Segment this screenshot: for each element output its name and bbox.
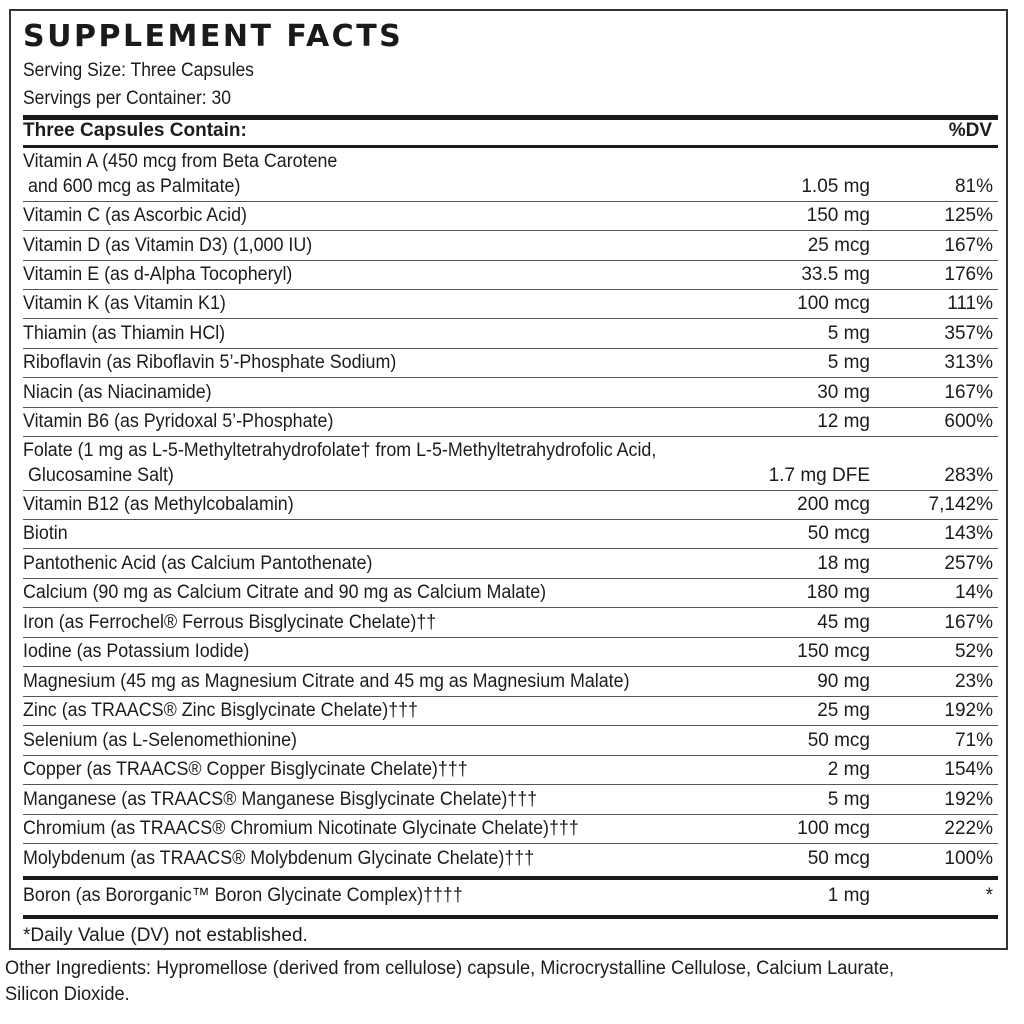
header-dv: %DV [948, 120, 992, 141]
nutrient-dv: 257% [944, 553, 993, 574]
nutrient-row [23, 843, 998, 873]
nutrient-dv: 23% [954, 671, 993, 692]
nutrient-name: Boron (as Bororganic™ Boron Glycinate Complex)†††† [23, 885, 463, 906]
nutrient-row [23, 880, 998, 910]
nutrient-dv: 100% [944, 848, 993, 869]
nutrient-row [23, 260, 998, 289]
nutrient-amount: 5 mg [827, 323, 870, 344]
header-label: Three Capsules Contain: [23, 120, 247, 141]
nutrient-amount: 100 mcg [797, 818, 870, 839]
nutrient-amount: 12 mg [817, 411, 870, 432]
nutrient-dv: 111% [947, 293, 993, 314]
nutrient-row [23, 490, 998, 519]
nutrient-name: Molybdenum (as TRAACS® Molybdenum Glycinate Chelate)††† [23, 848, 535, 869]
panel-title: SUPPLEMENT FACTS [23, 19, 404, 54]
nutrient-amount: 50 mcg [807, 523, 870, 544]
supplement-facts-panel [9, 9, 1008, 950]
nutrient-name-line1: Folate (1 mg as L-5-Methyltetrahydrofolate† from L-5-Methyltetrahydrofolic Acid, [23, 440, 657, 461]
nutrient-dv: 192% [944, 700, 993, 721]
nutrient-name: Thiamin (as Thiamin HCl) [23, 323, 226, 344]
nutrient-name-line1: Vitamin A (450 mcg from Beta Carotene [23, 151, 338, 172]
nutrient-dv: 167% [944, 382, 993, 403]
nutrient-amount: 5 mg [827, 789, 870, 810]
nutrient-row [23, 725, 998, 755]
nutrient-dv: 167% [944, 612, 993, 633]
nutrient-amount: 1 mg [827, 885, 870, 906]
nutrient-amount: 33.5 mg [801, 264, 870, 285]
nutrient-amount: 50 mcg [807, 848, 870, 869]
nutrient-name: Iron (as Ferrochel® Ferrous Bisglycinate Chelate)†† [23, 612, 437, 633]
nutrient-dv: 143% [944, 523, 993, 544]
nutrient-dv: 357% [944, 323, 993, 344]
nutrient-row [23, 318, 998, 348]
nutrient-name: Vitamin D (as Vitamin D3) (1,000 IU) [23, 235, 313, 256]
nutrient-name: Iodine (as Potassium Iodide) [23, 641, 250, 662]
nutrient-amount: 25 mg [817, 700, 870, 721]
nutrient-name: Pantothenic Acid (as Calcium Pantothenate) [23, 553, 373, 574]
nutrient-amount: 1.7 mg DFE [768, 465, 870, 486]
nutrient-row [23, 637, 998, 666]
nutrient-row [23, 666, 998, 696]
nutrient-row [23, 607, 998, 637]
nutrient-amount: 150 mcg [797, 641, 870, 662]
nutrient-amount: 150 mg [806, 205, 870, 226]
nutrient-name: Vitamin B12 (as Methylcobalamin) [23, 494, 294, 515]
serving-size: Serving Size: Three Capsules [23, 60, 254, 81]
servings-per-container: Servings per Container: 30 [23, 88, 231, 109]
nutrient-dv: 154% [944, 759, 993, 780]
nutrient-amount: 1.05 mg [801, 176, 870, 197]
nutrient-row [23, 814, 998, 843]
nutrient-dv: 52% [954, 641, 993, 662]
nutrient-dv: 167% [944, 235, 993, 256]
nutrient-name: Niacin (as Niacinamide) [23, 382, 212, 403]
nutrient-row [23, 696, 998, 725]
nutrient-name: Calcium (90 mg as Calcium Citrate and 90 mg as Calcium Malate) [23, 582, 547, 603]
nutrient-name: Chromium (as TRAACS® Chromium Nicotinate Glycinate Chelate)††† [23, 818, 579, 839]
nutrient-row [23, 407, 998, 436]
nutrient-amount: 2 mg [827, 759, 870, 780]
nutrient-name: Vitamin C (as Ascorbic Acid) [23, 205, 247, 226]
nutrient-dv: 313% [944, 352, 993, 373]
nutrient-dv: 71% [954, 730, 993, 751]
nutrient-name: Vitamin B6 (as Pyridoxal 5’-Phosphate) [23, 411, 334, 432]
nutrient-name-line2: Glucosamine Salt) [23, 465, 174, 486]
nutrient-row [23, 148, 998, 201]
nutrient-name [23, 149, 337, 199]
nutrient-name-line2: and 600 mcg as Palmitate) [23, 176, 241, 197]
nutrient-name: Vitamin K (as Vitamin K1) [23, 293, 226, 314]
nutrient-name: Copper (as TRAACS® Copper Bisglycinate Chelate)††† [23, 759, 468, 780]
nutrient-row [23, 548, 998, 578]
nutrient-row [23, 289, 998, 318]
nutrient-dv: 125% [944, 205, 993, 226]
nutrient-dv: 81% [954, 176, 993, 197]
nutrient-row [23, 784, 998, 814]
dv-footnote: *Daily Value (DV) not established. [23, 925, 308, 946]
nutrient-row [23, 436, 998, 490]
nutrient-name: Magnesium (45 mg as Magnesium Citrate and 45 mg as Magnesium Malate) [23, 671, 630, 692]
nutrient-row [23, 377, 998, 407]
nutrient-dv: 14% [954, 582, 993, 603]
nutrient-name: Biotin [23, 523, 68, 544]
nutrient-amount: 30 mg [817, 382, 870, 403]
nutrient-amount: 100 mcg [797, 293, 870, 314]
nutrient-dv: * [985, 885, 993, 906]
nutrient-amount: 18 mg [817, 553, 870, 574]
nutrient-dv: 176% [944, 264, 993, 285]
nutrient-amount: 180 mg [806, 582, 870, 603]
nutrient-row [23, 519, 998, 548]
nutrient-name: Vitamin E (as d-Alpha Tocopheryl) [23, 264, 293, 285]
thick-rule-boron [23, 876, 998, 880]
nutrient-name: Riboflavin (as Riboflavin 5’-Phosphate Sodium) [23, 352, 397, 373]
nutrient-name: Manganese (as TRAACS® Manganese Bisglycinate Chelate)††† [23, 789, 538, 810]
nutrient-name: Zinc (as TRAACS® Zinc Bisglycinate Chelate)††† [23, 700, 418, 721]
nutrient-row [23, 230, 998, 260]
nutrient-amount: 45 mg [817, 612, 870, 633]
nutrient-row [23, 348, 998, 377]
nutrient-dv: 7,142% [928, 494, 993, 515]
nutrient-amount: 90 mg [817, 671, 870, 692]
thick-rule-bottom [23, 915, 998, 919]
nutrient-dv: 222% [944, 818, 993, 839]
nutrient-dv: 600% [944, 411, 993, 432]
nutrient-row [23, 755, 998, 784]
nutrient-name [23, 438, 656, 488]
nutrient-row [23, 201, 998, 230]
nutrient-amount: 200 mcg [797, 494, 870, 515]
nutrient-amount: 25 mcg [807, 235, 870, 256]
nutrient-dv: 192% [944, 789, 993, 810]
nutrient-amount: 5 mg [827, 352, 870, 373]
nutrient-amount: 50 mcg [807, 730, 870, 751]
other-ingredients: Other Ingredients: Hypromellose (derived from cellulose) capsule, Microcrystalline Cellulose, Calcium Laurate, Silicon Dioxide. [5, 958, 895, 1005]
nutrient-name: Selenium (as L-Selenomethionine) [23, 730, 298, 751]
nutrient-row [23, 578, 998, 607]
nutrient-dv: 283% [944, 465, 993, 486]
